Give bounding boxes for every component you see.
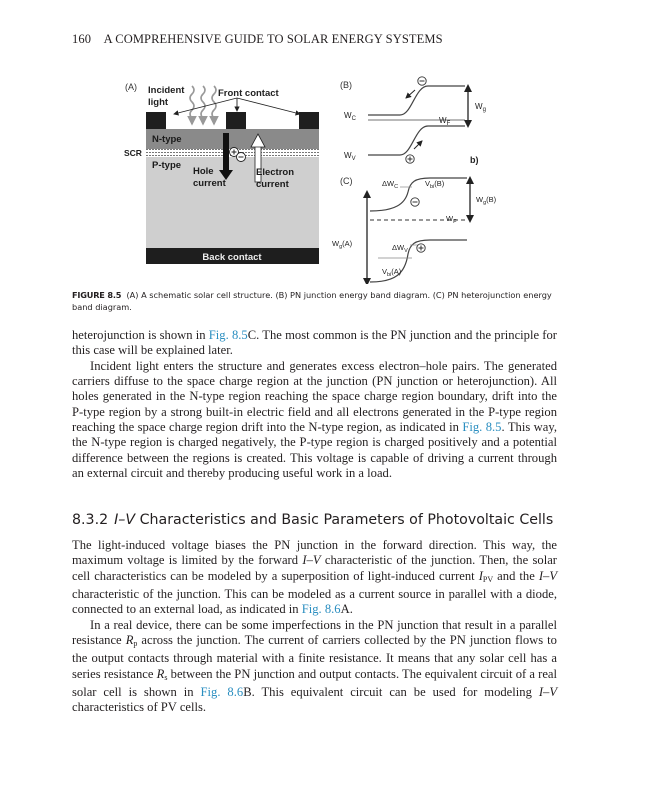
svg-text:Wg(A): $W_g(A)$ [332,239,353,250]
fig-link[interactable]: Fig. 8.6 [301,602,341,617]
front-contact-mid [226,112,246,129]
svg-text:Front contact: Front contact [218,88,279,99]
svg-text:current: current [256,179,289,190]
svg-text:b): b) [470,155,479,165]
body-text-section [72,538,557,716]
svg-text:Wg: $W_g$ [475,102,486,113]
running-title: A COMPREHENSIVE GUIDE TO SOLAR ENERGY SYSTEMS [103,32,443,46]
svg-text:Vbi(B): $V_{bi}(B)$ [425,179,445,190]
svg-text:WC: $W_C$ [344,111,356,122]
svg-text:WF: $W_F$ [439,116,451,127]
caption-text: (A) A schematic solar cell structure. (B) PN junction energy band diagram. (C) PN heterojunction energy band diagram. [72,290,552,312]
caption-label: FIGURE 8.5 [72,290,122,300]
svg-text:WV: $W_V$ [344,151,356,162]
paragraph: heterojunction is shown in Fig. 8.5C. The most common is the PN junction and the principle for this case will be explained later. [72,328,557,358]
section-heading: 8.3.2 I–V Characteristics and Basic Parameters of Photovoltaic Cells [72,512,554,528]
running-head [72,32,443,47]
panel-b-label: (B) [340,80,352,90]
incident-light-icon [190,86,216,124]
page-number: 160 [72,32,92,46]
svg-text:Incident: Incident [148,85,185,96]
front-contact-right [299,112,319,129]
fig-link[interactable]: Fig. 8.5 [208,328,248,342]
svg-text:N-type: N-type [152,134,182,145]
body-text-upper [72,328,557,481]
svg-text:ΔWC: $\Delta W_C$ [382,179,399,190]
svg-text:ΔWV: $\Delta W_V$ [392,243,408,254]
svg-text:SCR: SCR [124,148,142,158]
figure-diagram [110,74,530,284]
svg-text:WF: $W_F$ [446,214,457,225]
svg-text:Back contact: Back contact [202,252,262,263]
svg-text:P-type: P-type [152,160,182,171]
svg-text:current: current [193,178,226,189]
svg-text:light: light [148,97,169,108]
svg-text:Electron: Electron [256,167,295,178]
figure-caption [72,289,572,313]
paragraph: The light-induced voltage biases the PN junction in the forward direction. This way, the maximum voltage is limited by the forward I–V characteristic of the junction. Then, the solar cell characteristics can be modeled by a superposition of light-induced current $I_{PV}$ and the I–V characteristic of the junction. This can be modeled as a current source in parallel with a diode, connected to an external load, as indicated in Fig. 8.6A. [72,538,558,617]
figure-8-5 [110,74,530,284]
fig-link[interactable]: Fig. 8.5 [462,420,502,435]
svg-text:Vbi(A): $V_{bi}(A)$ [382,267,402,278]
paragraph: Incident light enters the structure and generates excess electron–hole pairs. The generated carriers diffuse to the space charge region at the junction (PN junction or heterojunction). All holes generated in the N-type region reaching the space charge region boundary, drift into the P-type region by a strong built-in electric field and all electrons generated in the P-type region reaching the space charge region drift into the N-type region, as indicated in Fig. 8.5. This way, the N-type region is charged negatively, the P-type region is charged positively and a potential difference between the regions is created. This voltage is capable of driving a current through an external circuit and thereby producing useful work in a load. [72,358,557,481]
panel-a-label: (A) [125,82,137,92]
front-contact-left [146,112,166,129]
paragraph: In a real device, there can be some imperfections in the PN junction that result in a parallel resistance $R_p$ across the junction. The current of carriers collected by the PN junction flows to the output contacts through material with a finite resistance. It means that any solar cell has a series resistance $R_s$ between the PN junction and output contacts. The equivalent circuit of a real solar cell is shown in Fig. 8.6B. This equivalent circuit can be used for modeling I–V characteristics of PV cells. [72,617,558,715]
fig-link[interactable]: Fig. 8.6 [200,685,244,700]
svg-text:Hole: Hole [193,166,214,177]
svg-text:Wg(B): $W_g(B)$ [476,195,497,206]
panel-c-label: (C) [340,176,353,186]
